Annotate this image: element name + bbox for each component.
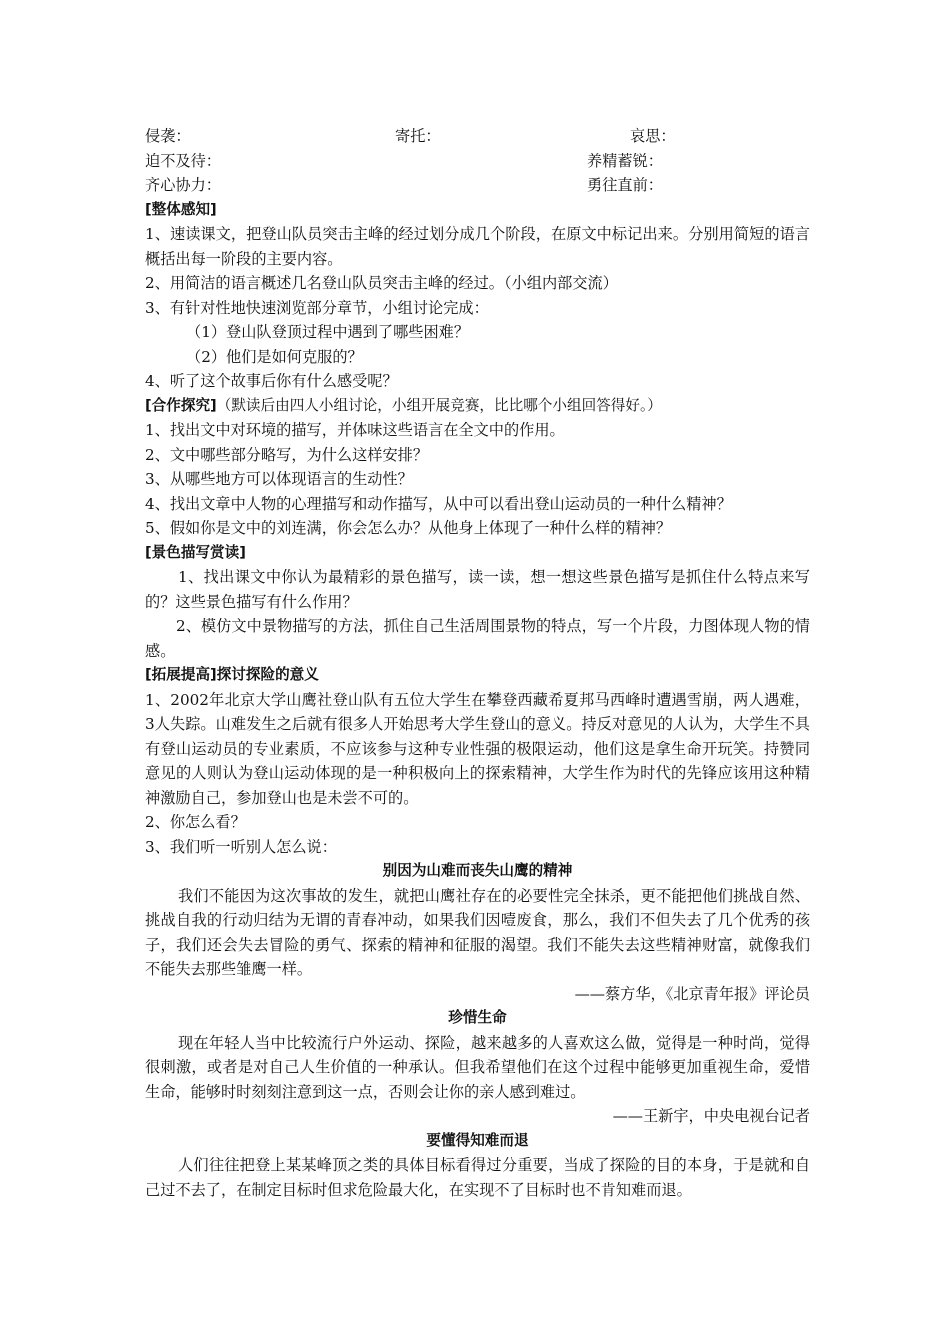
sub-question-item: （1）登山队登顶过程中遇到了哪些困难？	[186, 323, 470, 341]
question-item: 3、有针对性地快速浏览部分章节，小组讨论完成：	[145, 298, 489, 317]
heading-label: [合作探究]	[145, 396, 217, 414]
question-item: 4、找出文章中人物的心理描写和动作描写，从中可以看出登山运动员的一种什么精神？	[145, 494, 732, 513]
vocab-term: 勇往直前：	[587, 176, 663, 194]
question-item: 1、找出课文中你认为最精彩的景色描写，读一读，想一想这些景色描写是抓住什么特点来写的？这些景色描写有什么作用？	[145, 568, 810, 611]
vocab-term: 侵袭：	[145, 127, 191, 145]
document-page	[145, 124, 810, 1202]
article-title: 珍惜生命	[448, 1009, 507, 1026]
vocab-term: 哀思：	[630, 127, 676, 145]
vocab-term: 养精蓄锐：	[587, 151, 663, 170]
vocab-term: 迫不及待：	[145, 151, 221, 170]
article-body: 人们往往把登上某某峰顶之类的具体目标看得过分重要，当成了探险的目的本身，于是就和自己过不去了，在制定目标时但求危险最大化，在实现不了目标时也不肯知难而退。	[145, 1156, 810, 1199]
question-item: 2、你怎么看？	[145, 813, 246, 831]
article-author: ——王新宇，中央电视台记者	[612, 1107, 810, 1125]
vocab-row	[145, 173, 810, 198]
vocab-row	[145, 149, 810, 174]
question-item: 2、模仿文中景物描写的方法，抓住自己生活周围景物的特点，写一个片段，力图体现人物的情感。	[145, 617, 810, 660]
section-heading-overall: [整体感知]	[145, 200, 217, 218]
section-heading-scenery: [景色描写赏读]	[145, 543, 246, 561]
section-heading-extend: [拓展提高]探讨探险的意义	[145, 666, 319, 683]
question-item: 2、文中哪些部分略写，为什么这样安排？	[145, 445, 429, 464]
question-item: 3、我们听一听别人怎么说：	[145, 837, 337, 856]
question-item: 5、假如你是文中的刘连满，你会怎么办？从他身上体现了一种什么样的精神？	[145, 519, 672, 537]
vocab-row	[145, 124, 810, 149]
question-item: 4、听了这个故事后你有什么感受呢？	[145, 372, 398, 390]
article-author: ——蔡方华，《北京青年报》评论员	[574, 984, 810, 1003]
article-title: 要懂得知难而退	[426, 1131, 529, 1149]
question-item: 1、找出文中对环境的描写，并体味这些语言在全文中的作用。	[145, 421, 565, 439]
question-item: 1、速读课文，把登山队员突击主峰的经过划分成几个阶段，在原文中标记出来。分别用简短的语言概括出每一阶段的主要内容。	[145, 225, 810, 268]
question-item: 3、从哪些地方可以体现语言的生动性？	[145, 470, 413, 488]
sub-question-item: （2）他们是如何克服的？	[186, 347, 363, 366]
question-item: 2、用简洁的语言概述几名登山队员突击主峰的经过。（小组内部交流）	[145, 274, 618, 292]
section-heading-cooperate	[145, 394, 810, 419]
paragraph: 1、2002年北京大学山鹰社登山队有五位大学生在攀登西藏希夏邦马西峰时遭遇雪崩，两人遇难，3人失踪。山难发生之后就有很多人开始思考大学生登山的意义。持反对意见的人认为，大学生不具有登山运动员的专业素质，不应该参与这种专业性强的极限运动，他们这是拿生命开玩笑。持赞同意见的人则认为登山运动体现的是一种积极向上的探索精神，大学生作为时代的先锋应该用这种精神激励自己，参加登山也是未尝不可的。	[145, 690, 810, 807]
article-body: 现在年轻人当中比较流行户外运动、探险，越来越多的人喜欢这么做，觉得是一种时尚，觉得很刺激，或者是对自己人生价值的一种承认。但我希望他们在这个过程中能够更加重视生命，爱惜生命，能够时时刻刻注意到这一点，否则会让你的亲人感到难过。	[145, 1033, 810, 1101]
article-title: 别因为山难而丧失山鹰的精神	[382, 862, 573, 879]
heading-note: （默读后由四人小组讨论，小组开展竞赛，比比哪个小组回答得好。）	[216, 396, 662, 414]
vocab-term: 寄托：	[395, 127, 441, 145]
vocab-term: 齐心协力：	[145, 176, 221, 194]
article-body: 我们不能因为这次事故的发生，就把山鹰社存在的必要性完全抹杀，更不能把他们挑战自然、挑战自我的行动归结为无谓的青春冲动，如果我们因噎废食，那么，我们不但失去了几个优秀的孩子，我们还会失去冒险的勇气、探索的精神和征服的渴望。我们不能失去这些精神财富，就像我们不能失去那些雏鹰一样。	[145, 886, 810, 978]
